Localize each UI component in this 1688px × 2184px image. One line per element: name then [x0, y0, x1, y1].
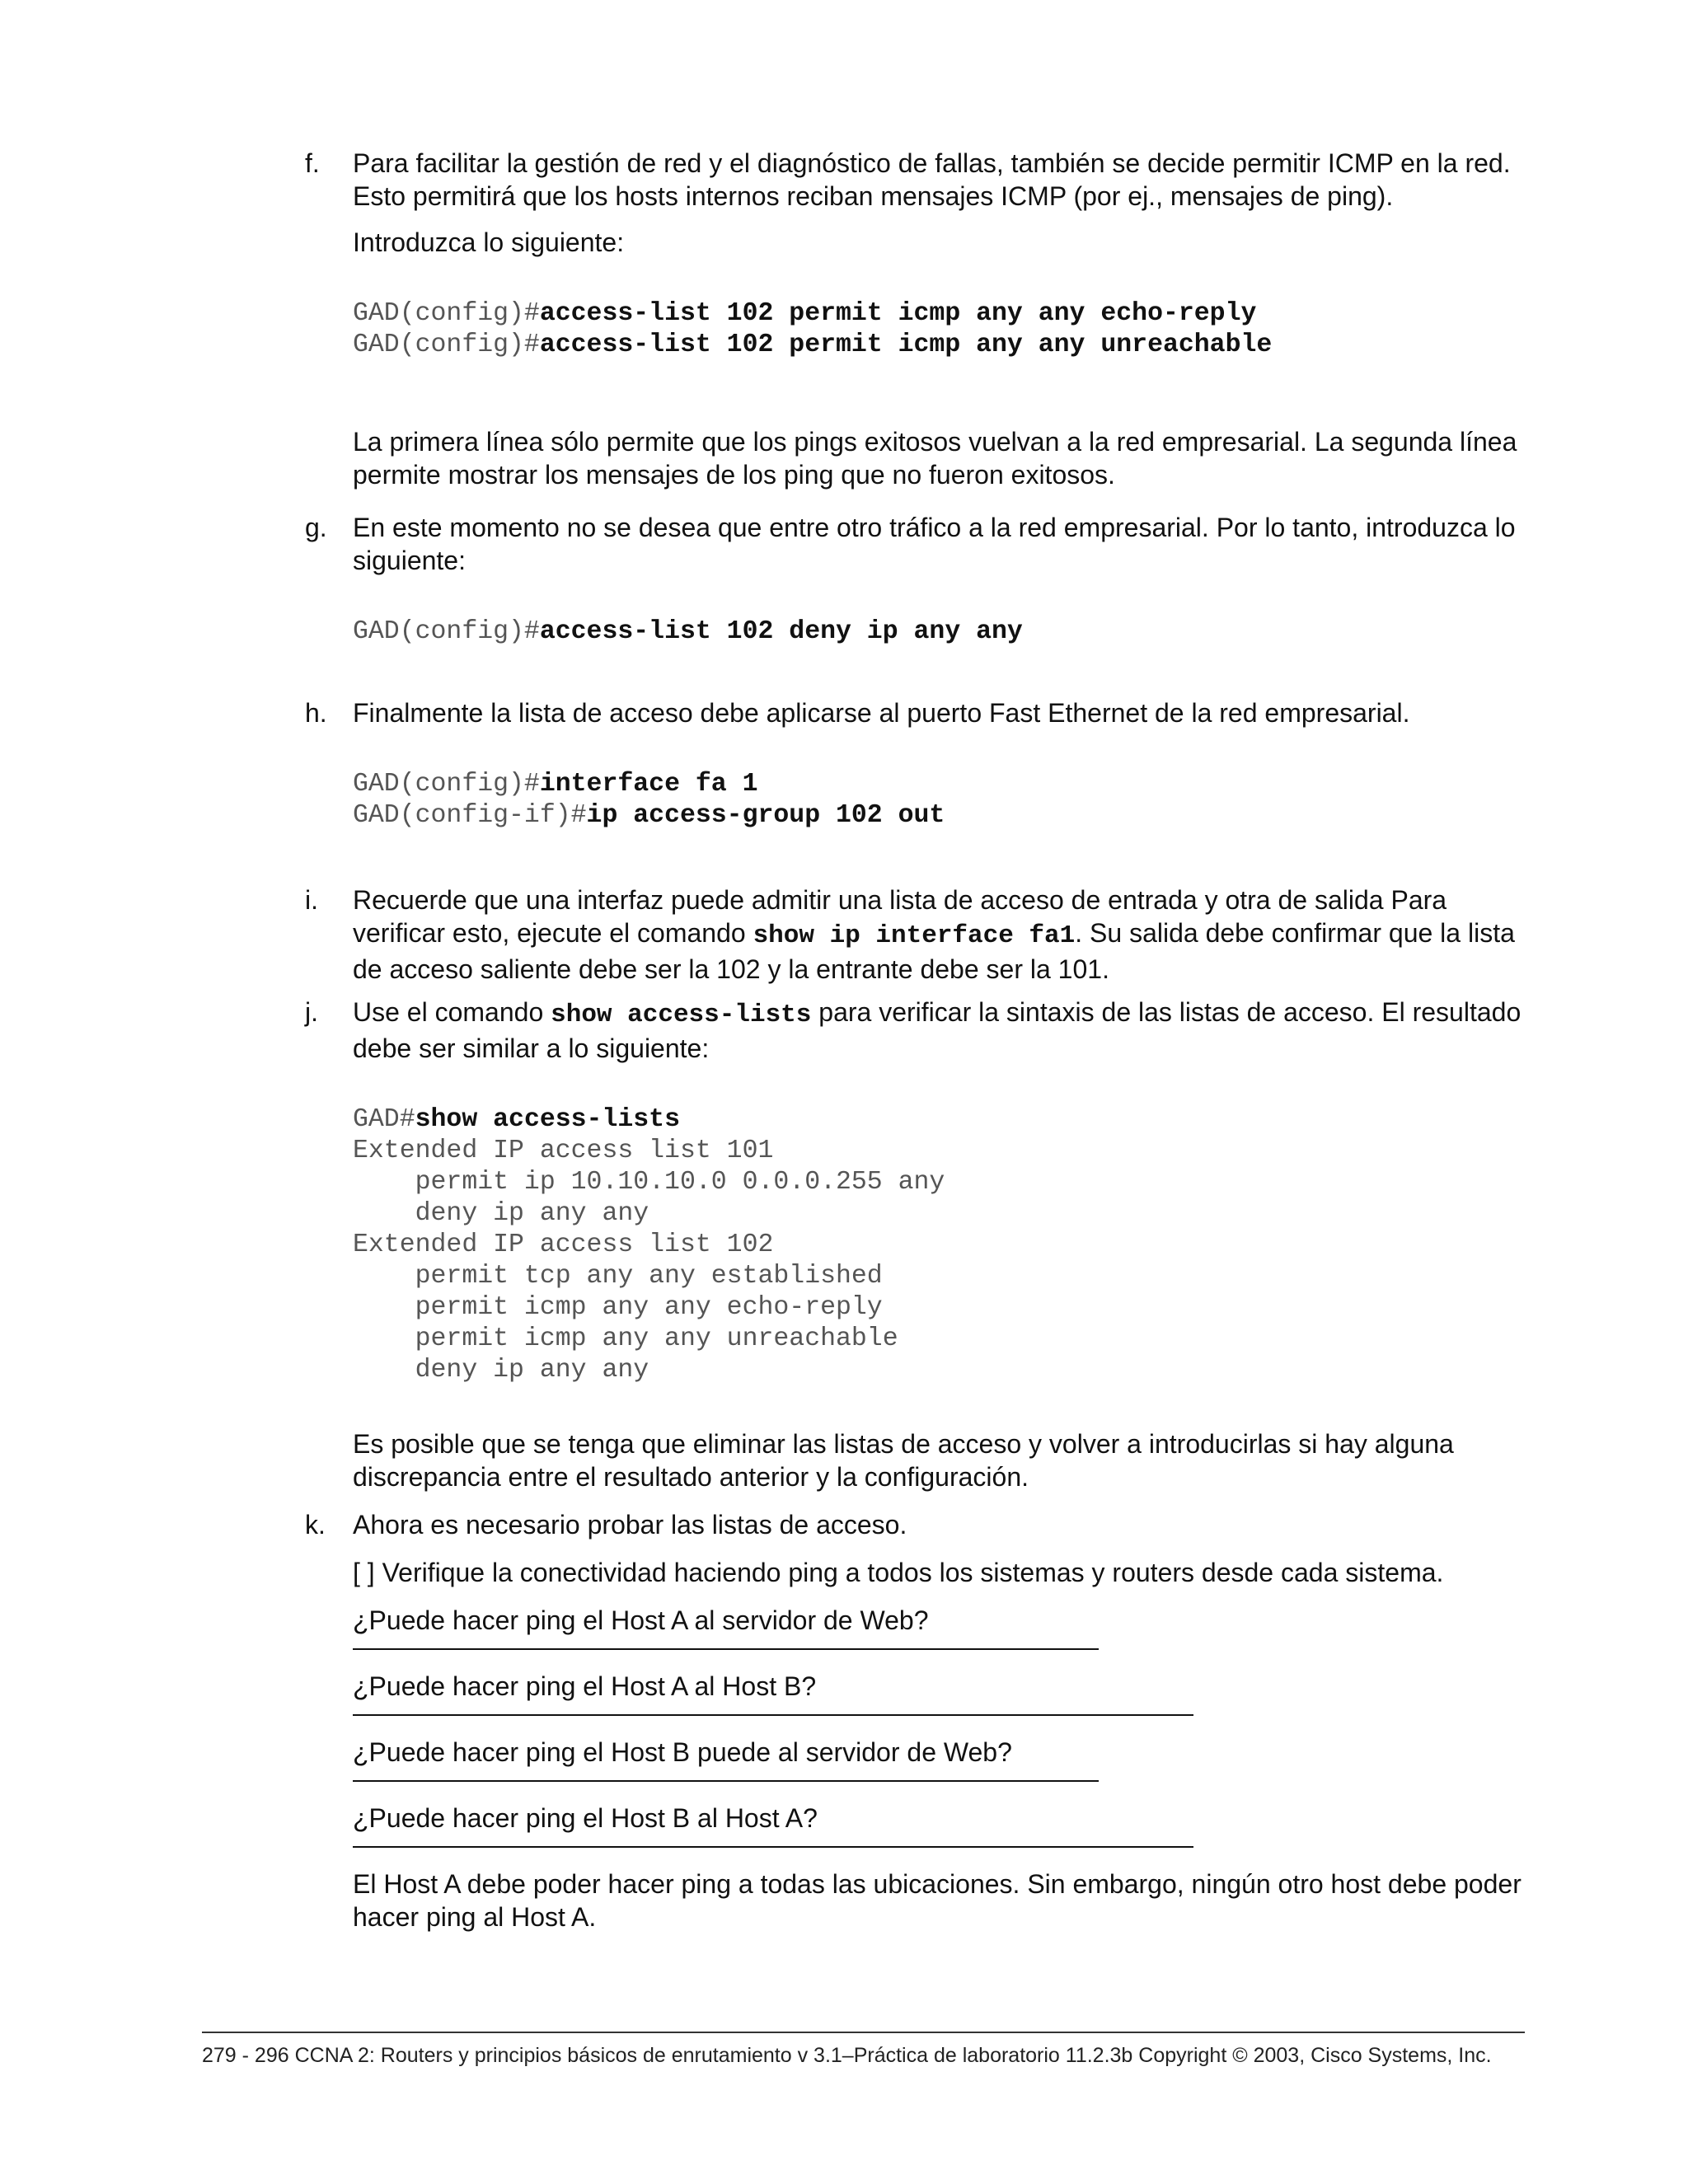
- command-line: [353, 616, 1525, 648]
- question: ¿Puede hacer ping el Host B al Host A?: [353, 1803, 818, 1833]
- step-f-instruction: Introduzca lo siguiente:: [353, 227, 625, 257]
- cli-command: show access-lists: [415, 1105, 680, 1134]
- output-line: deny ip any any: [353, 1199, 649, 1228]
- step-f-explanation: La primera línea sólo permite que los pings exitosos vuelvan a la red empresarial. La segunda línea permite mostrar los mensajes de los ping que no fueron exitosos.: [353, 427, 1517, 490]
- step-k: [305, 1508, 1525, 1947]
- step-g: [305, 511, 1525, 648]
- cli-command: access-list 102 deny ip any any: [539, 617, 1023, 646]
- answer-line[interactable]: [353, 1648, 1099, 1650]
- step-h-paragraph: Finalmente la lista de acceso debe aplicarse al puerto Fast Ethernet de la red empresarial.: [353, 698, 1410, 728]
- cli-prompt: GAD(config-if)#: [353, 801, 587, 830]
- step-letter: j.: [305, 997, 318, 1027]
- command-line: [353, 769, 1525, 800]
- step-k-conclusion: El Host A debe poder hacer ping a todas las ubicaciones. Sin embargo, ningún otro host debe poder hacer ping al Host A.: [353, 1869, 1522, 1932]
- footer-divider: [202, 2032, 1525, 2033]
- step-f: [305, 147, 1525, 504]
- step-i-paragraph: [353, 883, 1525, 986]
- output-line: permit icmp any any unreachable: [353, 1324, 898, 1353]
- inline-command: show ip interface fa1: [753, 921, 1076, 950]
- cli-prompt: GAD(config)#: [353, 330, 540, 359]
- cli-command: access-list 102 permit icmp any any unreachable: [539, 330, 1273, 359]
- cli-command: ip access-group 102 out: [586, 801, 945, 830]
- question: ¿Puede hacer ping el Host B puede al servidor de Web?: [353, 1737, 1012, 1767]
- step-g-paragraph: En este momento no se desea que entre otro tráfico a la red empresarial. Por lo tanto, introduzca lo siguiente:: [353, 513, 1516, 575]
- step-letter: i.: [305, 885, 318, 915]
- inline-command: show access-lists: [551, 1001, 812, 1029]
- step-j-note: Es posible que se tenga que eliminar las listas de acceso y volver a introducirlas si hay alguna discrepancia entre el resultado anterior y la configuración.: [353, 1429, 1454, 1492]
- text-segment: Recuerde que una interfaz puede admitir una lista de acceso de entrada y otra de salida Para verificar esto, ejecute el comando: [353, 885, 1447, 948]
- step-letter: k.: [305, 1510, 326, 1540]
- cli-command: access-list 102 permit icmp any any echo-reply: [539, 299, 1257, 328]
- cli-command: interface fa 1: [539, 770, 758, 799]
- answer-line[interactable]: [353, 1714, 1193, 1716]
- text-segment: . Su salida debe confirmar que la lista de acceso saliente debe ser la 102 y la entrante debe ser la 101.: [353, 918, 1515, 984]
- step-letter: g.: [305, 513, 327, 542]
- output-line: permit tcp any any established: [353, 1262, 883, 1291]
- cli-prompt: GAD#: [353, 1105, 415, 1134]
- question: ¿Puede hacer ping el Host A al servidor de Web?: [353, 1605, 929, 1635]
- cli-prompt: GAD(config)#: [353, 299, 540, 328]
- command-line: [353, 330, 1525, 361]
- step-h: [305, 696, 1525, 832]
- command-line: [353, 1104, 1525, 1136]
- text-segment: Use el comando: [353, 997, 551, 1027]
- output-line: permit icmp any any echo-reply: [353, 1293, 883, 1322]
- answer-line[interactable]: [353, 1846, 1193, 1848]
- command-line: [353, 800, 1525, 832]
- text-segment: para verificar la sintaxis de las listas de acceso. El resultado debe ser similar a lo siguiente:: [353, 997, 1522, 1063]
- output-line: Extended IP access list 101: [353, 1137, 774, 1165]
- answer-line[interactable]: [353, 1780, 1099, 1782]
- step-k-paragraph: Ahora es necesario probar las listas de acceso.: [353, 1510, 907, 1540]
- step-j-paragraph: [353, 996, 1525, 1065]
- step-letter: h.: [305, 698, 327, 728]
- checkbox-instruction: [ ] Verifique la conectividad haciendo ping a todos los sistemas y routers desde cada sistema.: [353, 1558, 1444, 1587]
- output-line: permit ip 10.10.10.0 0.0.0.255 any: [353, 1168, 945, 1197]
- page-footer: 279 - 296 CCNA 2: Routers y principios básicos de enrutamiento v 3.1–Práctica de laboratorio 11.2.3b Copyright © 2003, Cisco Systems, Inc.: [202, 2044, 1492, 2067]
- cli-prompt: GAD(config)#: [353, 617, 540, 646]
- command-line: [353, 298, 1525, 330]
- output-line: deny ip any any: [353, 1356, 649, 1385]
- step-f-paragraph: Para facilitar la gestión de red y el diagnóstico de fallas, también se decide permitir ICMP en la red. Esto permitirá que los hosts internos reciban mensajes ICMP (por ej., mensajes de ping).: [353, 148, 1511, 211]
- cli-prompt: GAD(config)#: [353, 770, 540, 799]
- question: ¿Puede hacer ping el Host A al Host B?: [353, 1671, 817, 1701]
- output-line: Extended IP access list 102: [353, 1230, 774, 1259]
- step-i: [305, 883, 1525, 999]
- step-letter: f.: [305, 148, 320, 178]
- step-j: [305, 996, 1525, 1507]
